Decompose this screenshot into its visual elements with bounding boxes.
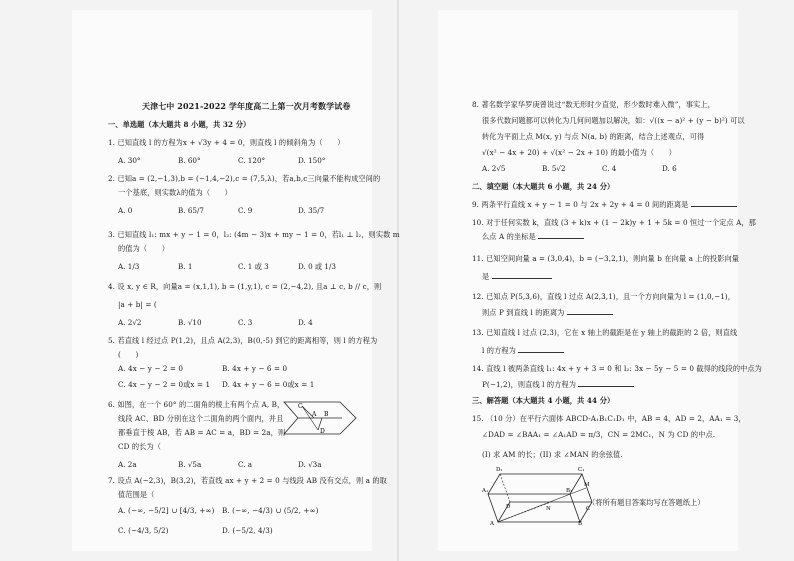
q12-answer-blank [567,308,613,315]
page-spine [397,0,399,561]
q5-option-d: D. 4x + y − 6 = 0或x = 1 [222,380,315,389]
section-1-heading: 一、单选题（本大题共 8 小题，共 32 分） [108,120,251,129]
question-11-line-1: 11. 已知空间向量 a = (3,0,4)，b = (−3,2,1)，则向量 b 在向量 a 上的投影向量 [472,254,740,263]
q9-text: 9. 两条平行直线 x + y − 1 = 0 与 2x + 2y + 4 = 0 间的距离是 [472,200,689,209]
question-6-line-4: CD 的长为（ [118,442,161,451]
q2-options [118,206,358,215]
q1-option-b: B. 60° [178,156,201,165]
question-8-line-3: 转化为平面上点 M(x, y) 与点 N(a, b) 的距离，结合上述观点，可得 [482,132,705,141]
q7-option-a: A. (−∞, −5/2] ∪ [4/3, +∞) [118,506,215,515]
dihedral-angle-figure [280,400,360,440]
q3-option-c: C. 1 或 3 [238,262,269,271]
edge-dd1 [500,474,510,502]
q8-option-b: B. 5√2 [542,164,566,173]
q8-option-a: A. 2√5 [482,164,506,173]
question-15-line-1: 15. （10 分）在平行六面体 ABCD-A₁B₁C₁D₁ 中，AB = 4，AD = 2，AA₁ = 3， [472,414,746,423]
q12-text: 则点 P 到直线 l 的距离为 [482,308,565,317]
q14-answer-blank [578,380,634,387]
q6-option-d: D. √3a [298,460,322,469]
label-n: N [546,506,551,512]
question-1: 1. 已知直线 l 的方程为x + √3y + 4 = 0，则直线 l 的倾斜角为（ ） [108,138,345,147]
q7-option-c: C. (−4/3, 5/2) [118,526,169,535]
right-page [438,10,762,551]
question-2-line-1: 2. 已知a = (2,−1,3),b = (−1,4,−2),c = (7,5,λ)，若a,b,c三向量不能构成空间的 [108,174,381,183]
answer-sheet-note: （将所有题目答案均写在答题纸上） [588,498,705,507]
parallelepiped-figure [482,462,592,526]
question-11-line-2 [482,272,552,281]
q2-option-a: A. 0 [118,206,133,215]
question-6-line-3: 都垂直于棱 AB，若 AB = AC = a，BD = 2a，则 [118,428,286,437]
q1-option-d: D. 150° [298,156,326,165]
question-8-line-1: 8. 著名数学家华罗庚曾说过“数无形时少直觉，形少数时难入微”，事实上， [472,100,715,109]
question-12-line-2 [482,308,613,317]
q4-option-a: A. 2√2 [118,318,142,327]
question-15-line-3: (I) 求 AM 的长；(II) 求 ∠MAN 的余弦值. [482,450,623,459]
q6-options [118,460,358,469]
q4-option-d: D. 4 [298,318,313,327]
label-b: B [578,521,583,526]
q11-answer-blank [492,272,552,279]
label-c1: C₁ [578,467,585,473]
question-10-line-2 [482,232,584,241]
q4-option-b: B. √10 [178,318,202,327]
question-6-line-1: 6. 如图，在一个 60° 的二面角的棱上有两个点 A, B， [108,400,285,409]
q1-option-c: C. 120° [238,156,266,165]
question-9 [472,200,737,209]
q8-option-d: D. 6 [662,164,677,173]
edge-aa1 [488,494,498,522]
exam-title: 天津七中 2021-2022 学年度高二上第一次月考数学试卷 [142,101,351,111]
q11-text: 是 [482,272,490,281]
q7-option-b: B. (−∞, −4/3) ∪ (5/2, +∞) [222,506,319,515]
question-8-line-2: 很多代数问题都可以转化为几何问题加以解决，如：√((x − a)² + (y − b)²) 可以 [482,116,745,125]
q5-option-a: A. 4x − y − 2 = 0 [118,364,184,373]
section-2-heading: 二、填空题（本大题共 6 小题，共 24 分） [472,182,615,191]
q4-options [118,318,358,327]
question-13-line-1: 13. 已知直线 l 过点 (2,3)，它在 x 轴上的截距是在 y 轴上的截距的 2 倍，则直线 [472,328,738,337]
q5-option-b: B. 4x + y − 6 = 0 [222,364,288,373]
bottom-face [498,502,592,522]
q6-option-b: B. √5a [178,460,202,469]
question-7-line-1: 7. 设点 A(−2,3)，B(3,2)，若直线 ax + y + 2 = 0 与线段 AB 没有交点，则 a 的取 [108,476,387,485]
q10-answer-blank [538,232,584,239]
q8-option-c: C. 4 [602,164,617,173]
q3-option-d: D. 0 或 1/3 [298,262,336,271]
q9-answer-blank [691,200,737,207]
label-a: A [312,411,317,418]
left-page [72,10,400,551]
question-3-line-1: 3. 已知直线 l₁: mx + y − 1 = 0，l₂: (4m − 3)x + my − 1 = 0，若l₁ ⊥ l₂，则实数 m [108,230,400,239]
question-14-line-2 [482,380,634,389]
question-10-line-1: 10. 对于任何实数 k，直线 (3 + k)x + (1 − 2k)y + 1 + 5k = 0 恒过一个定点 A，那 [472,218,756,227]
q3-options [118,262,358,272]
q7-option-d: D. (−5/2, 4/3) [222,526,273,535]
q3-option-a: A. 1/3 [118,262,140,271]
q2-option-b: B. 65/7 [178,206,204,215]
q2-option-d: D. 35/7 [298,206,325,215]
q5-option-c: C. 4x − y − 2 = 0或x = 1 [118,380,211,389]
q2-option-c: C. 9 [238,206,253,215]
q6-option-a: A. 2a [118,460,137,469]
question-4-line-1: 4. 设 x, y ∈ R，向量a = (x,1,1), b = (1,y,1), c = (2,−4,2), 且a ⊥ c, b // c，则 [108,282,382,291]
question-6-line-2: 线段 AC、BD 分别在这个二面角的两个面内，并且 [118,414,284,423]
q13-text: l 的方程为 [482,346,516,355]
question-5-line-1: 5. 若直线 l 经过点 P(1,2)，且点 A(2,3)，B(0,-5) 到它的距离相等，则 l 的方程为 [108,336,378,345]
question-15-line-2: ∠DAD = ∠BAA₁ = ∠A₁AD = π/3，CN = 2MC₁，N 为 CD 的中点. [482,430,716,439]
label-d: D [506,504,511,510]
q8-options [482,164,722,173]
question-8-line-4: √(x² − 4x + 20) + √(x² − 2x + 10) 的最小值为（ ） [482,148,677,157]
question-13-line-2 [482,346,564,355]
question-14-line-1: 14. 直线 l 被两条直线 l₁: 4x + y + 3 = 0 和 l₂: 3x − 5y − 5 = 0 截得的线段的中点为 [472,364,762,373]
label-d1: D₁ [496,467,503,473]
question-12-line-1: 12. 已知点 P(5,3,6)，直线 l 过点 A(2,3,1)，且一个方向向量为 l = (1,0,−1)， [472,292,736,301]
q4-option-c: C. 3 [238,318,253,327]
question-2-line-2: 一个基底，则实数λ的值为（ ） [118,188,232,197]
q1-option-a: A. 30° [118,156,141,165]
label-a: A [490,521,494,526]
label-a1: A₁ [482,488,489,494]
label-c: C [298,403,303,410]
q10-text: 么点 A 的坐标是 [482,232,536,241]
question-7-line-2: 值范围是（ [118,490,155,499]
q3-option-b: B. 1 [178,262,193,271]
q6-option-c: C. a [238,460,253,469]
label-b: B [324,411,329,418]
label-d: D [320,428,325,435]
edge-bb1 [570,494,580,522]
section-3-heading: 三、解答题（本大题共 4 小题，共 44 分） [472,396,615,405]
q13-answer-blank [518,346,564,353]
label-c: C [586,506,591,512]
question-3-line-2: 的值为（ ） [118,244,170,253]
label-m: M [584,482,590,488]
question-4-line-2: |a + b| = ( [118,300,157,309]
q14-text: P(−1,2)，则直线 l 的方程为 [482,380,577,389]
q1-options [118,156,358,165]
question-5-line-2: ( ) [118,350,139,359]
label-b1: B₁ [566,488,573,494]
